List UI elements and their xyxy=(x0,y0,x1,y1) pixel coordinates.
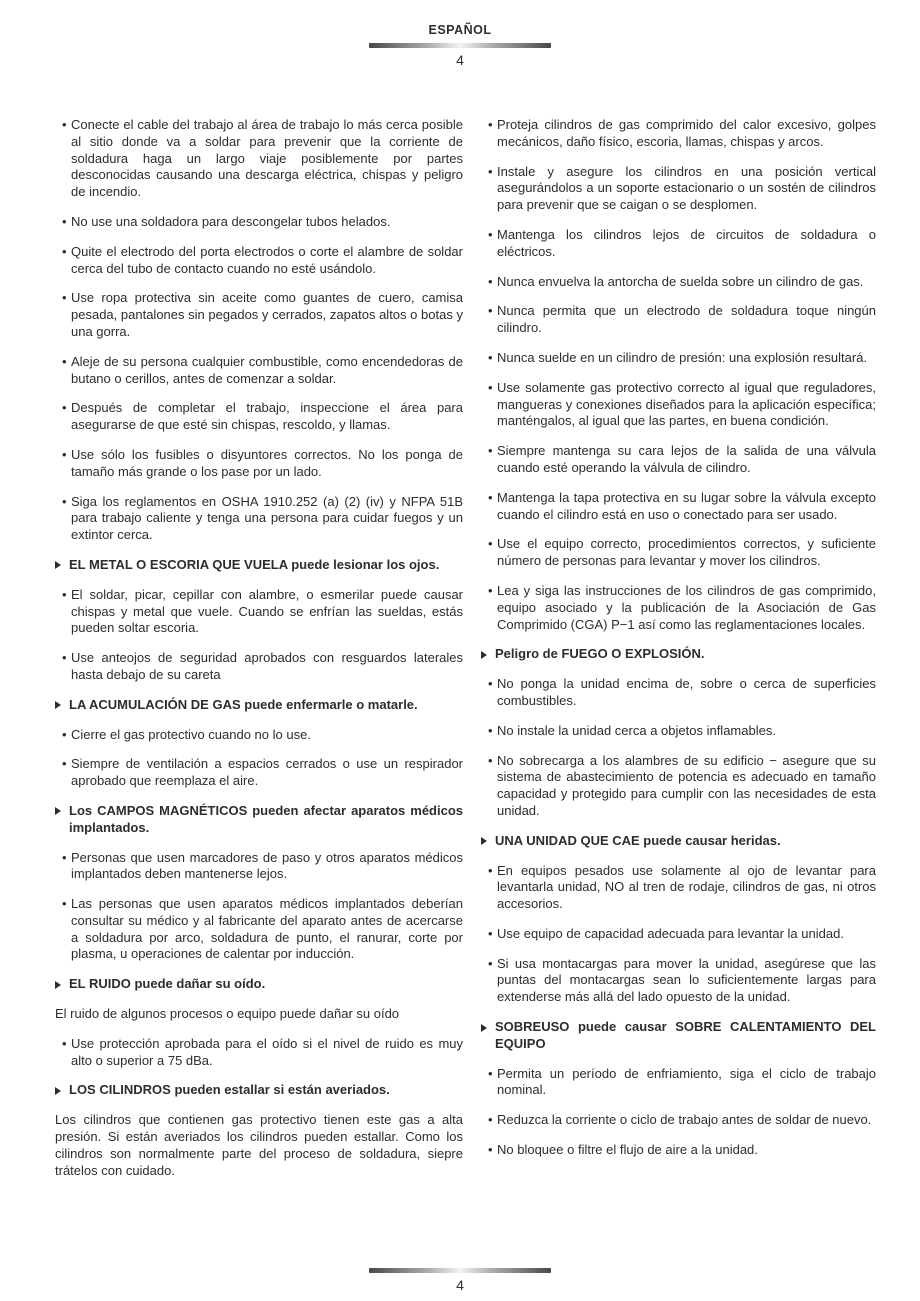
bullet-icon: • xyxy=(62,756,67,772)
bullet-icon: • xyxy=(488,752,493,768)
bullet-text: Personas que usen marcadores de paso y otros aparatos médicos implantados deben mantenerse lejos. xyxy=(71,849,463,882)
bullet-icon: • xyxy=(62,849,67,865)
bullet-icon: • xyxy=(488,925,493,941)
bullet-item xyxy=(62,117,463,201)
section-heading xyxy=(55,557,463,574)
section-heading xyxy=(481,1019,876,1053)
bullet-item xyxy=(62,244,463,278)
bullet-item xyxy=(488,350,876,367)
section-heading xyxy=(55,697,463,714)
bullet-item xyxy=(488,863,876,913)
bullet-item xyxy=(488,274,876,291)
bullet-text: Nunca suelde en un cilindro de presión: una explosión resultará. xyxy=(497,349,868,365)
right-triangle-icon xyxy=(481,1019,495,1053)
section-heading-text: EL RUIDO puede dañar su oído. xyxy=(69,976,266,992)
bullet-text: Instale y asegure los cilindros en una posición vertical asegurándolos a un soporte estacionario o un sostén de cilindros para prevenir que se caigan o se desplomen. xyxy=(497,163,876,213)
page-header xyxy=(0,0,920,68)
bullet-icon: • xyxy=(488,379,493,395)
right-triangle-icon xyxy=(55,803,69,837)
bullet-icon: • xyxy=(62,446,67,462)
bullet-text: Nunca permita que un electrodo de soldadura toque ningún cilindro. xyxy=(497,303,876,336)
page-number-top: 4 xyxy=(456,52,464,68)
bullet-icon: • xyxy=(62,726,67,742)
bullet-text: Después de completar el trabajo, inspeccione el área para asegurarse de que esté sin chispas, rescoldo, y llamas. xyxy=(71,400,463,433)
bullet-item xyxy=(62,587,463,637)
bullet-item xyxy=(62,494,463,544)
right-triangle-icon xyxy=(55,976,69,993)
bullet-text: Aleje de su persona cualquier combustible, como encendedoras de butano o cerillos, antes de comenzar a soldar. xyxy=(71,353,463,386)
section-heading-text: LOS CILINDROS pueden estallar si están averiados. xyxy=(69,1082,390,1098)
bullet-item xyxy=(62,290,463,340)
section-heading xyxy=(55,1082,463,1099)
right-triangle-icon xyxy=(481,646,495,663)
bullet-item xyxy=(488,227,876,261)
bullet-item xyxy=(488,723,876,740)
bullet-text: Use sólo los fusibles o disyuntores correctos. No los ponga de tamaño más grande o los pase por un lado. xyxy=(71,446,463,479)
bullet-icon: • xyxy=(488,1142,493,1158)
bullet-item xyxy=(62,756,463,790)
right-triangle-icon xyxy=(55,697,69,714)
bullet-text: Siga los reglamentos en OSHA 1910.252 (a) (2) (iv) y NFPA 51B para trabajo caliente y tenga una persona para cuidar fuegos y un extintor cerca. xyxy=(71,493,463,543)
bullet-text: Use equipo de capacidad adecuada para levantar la unidad. xyxy=(497,925,844,941)
bullet-item xyxy=(488,676,876,710)
content-columns xyxy=(55,117,876,1192)
language-label: ESPAÑOL xyxy=(428,23,492,37)
bullet-icon: • xyxy=(62,1035,67,1051)
bullet-text: Cierre el gas protectivo cuando no lo use. xyxy=(71,726,311,742)
bullet-text: Las personas que usen aparatos médicos implantados deberían consultar su médico y al fabricante del aparato antes de acercarse a soldadura por arco, soldadura de punto, el ranurar, corte por plasma, u operaciones de calentar por inducción. xyxy=(71,896,463,962)
footer-rule xyxy=(369,1268,551,1273)
bullet-text: Lea y siga las instrucciones de los cilindros de gas comprimido, equipo asociado y la publicación de la Asociación de Gas Comprimido (CGA) P−1 así como las reglamentaciones locales. xyxy=(497,582,876,632)
bullet-item xyxy=(488,1112,876,1129)
section-heading xyxy=(481,646,876,663)
bullet-text: Use ropa protectiva sin aceite como guantes de cuero, camisa pesada, pantalones sin pegados y cerrados, zapatos altos o botas y una gorra. xyxy=(71,290,463,339)
section-heading-text: UNA UNIDAD QUE CAE puede causar heridas. xyxy=(495,832,781,848)
bullet-text: Nunca envuelva la antorcha de suelda sobre un cilindro de gas. xyxy=(497,273,864,289)
bullet-icon: • xyxy=(62,117,67,132)
bullet-icon: • xyxy=(488,1112,493,1128)
bullet-icon: • xyxy=(62,650,67,666)
section-heading xyxy=(55,976,463,993)
bullet-icon: • xyxy=(62,586,67,602)
bullet-icon: • xyxy=(488,349,493,365)
paragraph: El ruido de algunos procesos o equipo puede dañar su oído xyxy=(55,1006,400,1022)
bullet-text: Conecte el cable del trabajo al área de trabajo lo más cerca posible al sitio donde va a soldar para prevenir que la corriente de soldadura haga un largo viaje posiblemente por partes desconocidas causando una descarga eléctrica, chispas y peligro de incendio. xyxy=(71,117,463,200)
bullet-item xyxy=(488,583,876,633)
bullet-item xyxy=(62,447,463,481)
header-rule xyxy=(369,43,551,48)
section-heading-text: Peligro de FUEGO O EXPLOSIÓN. xyxy=(495,646,705,662)
bullet-text: Use el equipo correcto, procedimientos correctos, y suficiente número de personas para levantar y mover los cilindros. xyxy=(497,536,876,569)
bullet-item xyxy=(62,727,463,744)
page-number-bottom: 4 xyxy=(456,1277,464,1293)
bullet-icon: • xyxy=(488,226,493,242)
section-heading xyxy=(55,803,463,837)
right-triangle-icon xyxy=(55,557,69,574)
section-heading-text: Los CAMPOS MAGNÉTICOS pueden afectar aparatos médicos implantados. xyxy=(69,802,463,835)
bullet-text: No bloquee o filtre el flujo de aire a la unidad. xyxy=(497,1142,758,1158)
bullet-icon: • xyxy=(488,676,493,692)
page-footer xyxy=(0,1262,920,1293)
bullet-icon: • xyxy=(488,536,493,552)
bullet-item xyxy=(62,850,463,884)
bullet-item xyxy=(488,380,876,430)
bullet-item xyxy=(62,400,463,434)
bullet-text: Reduzca la corriente o ciclo de trabajo antes de soldar de nuevo. xyxy=(497,1112,872,1128)
bullet-text: El soldar, picar, cepillar con alambre, o esmerilar puede causar chispas y metal que vuele. Cuando se enfrían las sueldas, estás pueden soltar escoria. xyxy=(71,586,463,636)
bullet-item xyxy=(488,753,876,820)
bullet-text: No use una soldadora para descongelar tubos helados. xyxy=(71,213,391,229)
bullet-item xyxy=(488,164,876,214)
bullet-item xyxy=(488,956,876,1006)
bullet-item xyxy=(488,117,876,151)
bullet-icon: • xyxy=(488,117,493,132)
bullet-icon: • xyxy=(62,896,67,912)
bullet-text: Use anteojos de seguridad aprobados con resguardos laterales hasta debajo de su careta xyxy=(71,650,463,682)
bullet-icon: • xyxy=(488,163,493,179)
bullet-text: No instale la unidad cerca a objetos inflamables. xyxy=(497,722,776,738)
bullet-text: Si usa montacargas para mover la unidad, asegúrese que las puntas del montacargas sean lo suficientemente largas para extenderse más allá del lado opuesto de la unidad. xyxy=(497,955,876,1005)
bullet-text: En equipos pesados use solamente al ojo de levantar para levantarla unidad, NO al tren de rodaje, cilindros de gas, ni otros accesorios. xyxy=(497,862,876,912)
bullet-item xyxy=(62,214,463,231)
paragraph: Los cilindros que contienen gas protectivo tienen este gas a alta presión. Si están averiados los cilindros pueden estallar. Como los cilindros son normalmente parte del proceso de soldadura, siepre trátelos con cuidado. xyxy=(55,1112,463,1178)
bullet-text: Use protección aprobada para el oído si el nivel de ruido es muy alto o superior a 75 dBa. xyxy=(71,1035,463,1068)
bullet-text: No ponga la unidad encima de, sobre o cerca de superficies combustibles. xyxy=(497,676,876,708)
bullet-text: No sobrecarga a los alambres de su edificio − asegure que su sistema de abastecimiento de potencia es adecuado en tamaño capacidad y protegido para cumplir con las necesidades de esta unidad. xyxy=(497,752,876,818)
bullet-icon: • xyxy=(488,722,493,738)
bullet-icon: • xyxy=(488,955,493,971)
section-heading-text: LA ACUMULACIÓN DE GAS puede enfermarle o matarle. xyxy=(69,696,418,712)
right-triangle-icon xyxy=(481,833,495,850)
bullet-icon: • xyxy=(62,400,67,416)
bullet-icon: • xyxy=(62,213,67,229)
section-heading-text: SOBREUSO puede causar SOBRE CALENTAMIENTO DEL EQUIPO xyxy=(495,1019,876,1051)
bullet-text: Proteja cilindros de gas comprimido del calor excesivo, golpes mecánicos, daño físico, escoria, llamas, chispas y arcos. xyxy=(497,117,876,149)
bullet-item xyxy=(488,490,876,524)
bullet-text: Use solamente gas protectivo correcto al igual que reguladores, mangueras y conexiones diseñados para la aplicación específica; manténgalos, al igual que las partes, en buena condición. xyxy=(497,379,876,429)
column-right xyxy=(481,117,876,1192)
column-left xyxy=(55,117,463,1192)
bullet-text: Siempre de ventilación a espacios cerrados o use un respirador aprobado que reemplaza el aire. xyxy=(71,756,463,789)
bullet-icon: • xyxy=(488,273,493,289)
section-heading xyxy=(481,833,876,850)
bullet-item xyxy=(488,926,876,943)
bullet-item xyxy=(488,536,876,570)
bullet-icon: • xyxy=(62,493,67,509)
bullet-item xyxy=(488,303,876,337)
bullet-item xyxy=(488,443,876,477)
section-heading-text: EL METAL O ESCORIA QUE VUELA puede lesionar los ojos. xyxy=(69,556,440,572)
bullet-item xyxy=(62,896,463,963)
bullet-icon: • xyxy=(62,243,67,259)
bullet-icon: • xyxy=(62,290,67,306)
bullet-icon: • xyxy=(488,582,493,598)
bullet-icon: • xyxy=(488,489,493,505)
bullet-item xyxy=(488,1066,876,1100)
bullet-item xyxy=(62,1036,463,1070)
bullet-text: Permita un período de enfriamiento, siga el ciclo de trabajo nominal. xyxy=(497,1065,876,1098)
bullet-text: Siempre mantenga su cara lejos de la salida de una válvula cuando esté operando la válvula de cilindro. xyxy=(497,443,876,475)
right-triangle-icon xyxy=(55,1082,69,1099)
bullet-text: Quite el electrodo del porta electrodos o corte el alambre de soldar cerca del tubo de contacto cuando no esté usándolo. xyxy=(71,243,463,276)
bullet-text: Mantenga la tapa protectiva en su lugar sobre la válvula excepto cuando el cilindro está en uso o conectado para ser usado. xyxy=(497,489,876,522)
bullet-icon: • xyxy=(488,1065,493,1081)
bullet-icon: • xyxy=(488,443,493,459)
bullet-item xyxy=(62,354,463,388)
bullet-icon: • xyxy=(62,353,67,369)
bullet-item xyxy=(488,1142,876,1159)
bullet-item xyxy=(62,650,463,684)
bullet-text: Mantenga los cilindros lejos de circuitos de soldadura o eléctricos. xyxy=(497,226,876,259)
bullet-icon: • xyxy=(488,862,493,878)
bullet-icon: • xyxy=(488,303,493,319)
